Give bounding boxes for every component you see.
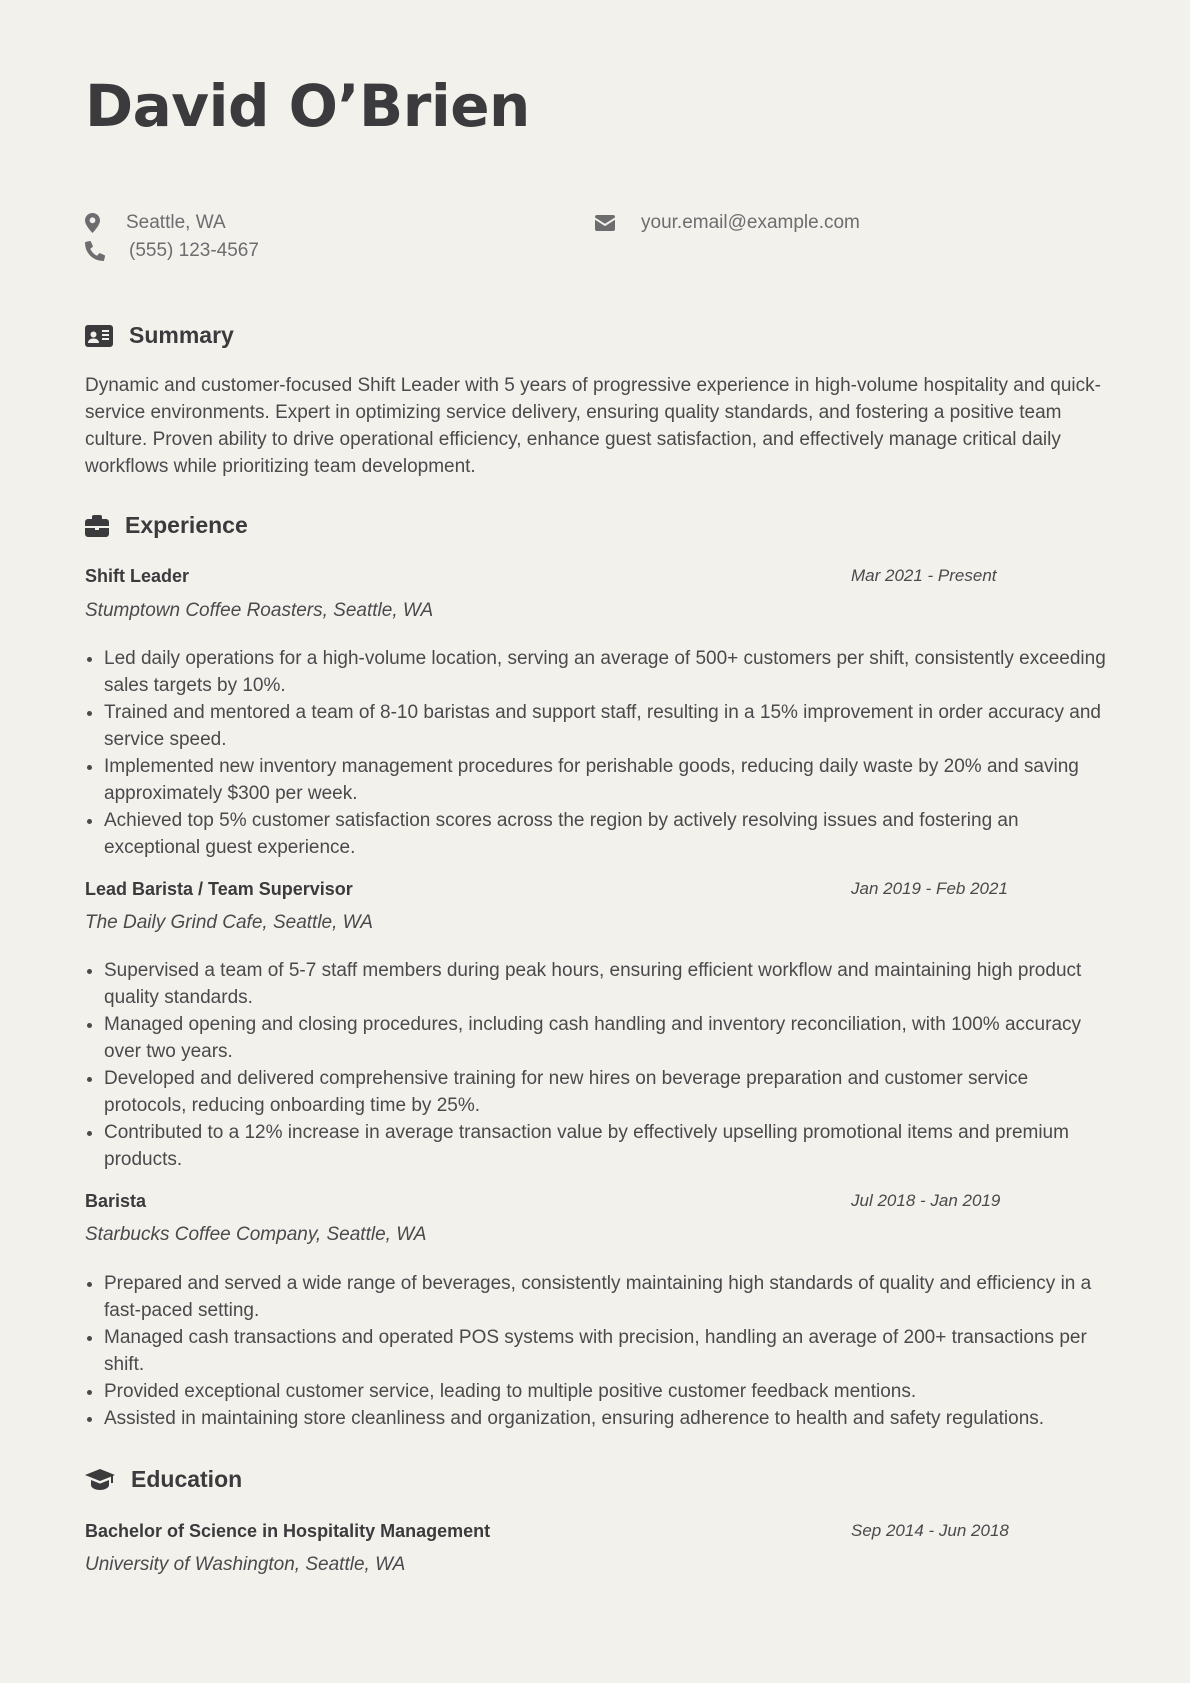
education-title: Education <box>131 1466 243 1492</box>
job-bullets <box>85 1270 1110 1432</box>
phone-text: (555) 123-4567 <box>129 240 259 261</box>
job-dates: Mar 2021 - Present <box>851 566 997 585</box>
school-name: University of Washington, Seattle, WA <box>85 1554 406 1575</box>
job-bullets <box>85 645 1110 861</box>
job-title: Lead Barista / Team Supervisor <box>85 879 353 899</box>
candidate-name: David O’Brien <box>85 72 530 140</box>
job-title: Barista <box>85 1191 147 1211</box>
job-dates: Jul 2018 - Jan 2019 <box>851 1191 1001 1210</box>
job-organization: Stumptown Coffee Roasters, Seattle, WA <box>85 600 434 621</box>
email-text: your.email@example.com <box>641 212 860 233</box>
summary-title: Summary <box>129 322 234 348</box>
job-bullets <box>85 957 1110 1173</box>
job-dates: Jan 2019 - Feb 2021 <box>851 879 1008 898</box>
contact-phone <box>85 240 259 262</box>
experience-heading <box>85 512 248 539</box>
phone-icon <box>85 241 105 261</box>
list-item: Trained and mentored a team of 8-10 baristas and support staff, resulting in a 15% improvement in order accuracy and service speed. <box>85 699 1110 753</box>
list-item: Achieved top 5% customer satisfaction scores across the region by actively resolving issues and fostering an exceptional guest experience. <box>85 807 1110 861</box>
list-item: Assisted in maintaining store cleanliness and organization, ensuring adherence to health and safety regulations. <box>85 1405 1110 1432</box>
education-heading <box>85 1466 242 1493</box>
job-title: Shift Leader <box>85 566 190 586</box>
contact-location <box>85 212 226 234</box>
experience-title: Experience <box>125 512 248 538</box>
map-marker-icon <box>85 213 100 233</box>
location-text: Seattle, WA <box>126 212 226 233</box>
summary-heading <box>85 322 234 349</box>
job-organization: The Daily Grind Cafe, Seattle, WA <box>85 912 373 933</box>
list-item: Developed and delivered comprehensive training for new hires on beverage preparation and customer service protocols, reducing onboarding time by 25%. <box>85 1065 1110 1119</box>
list-item: Provided exceptional customer service, leading to multiple positive customer feedback mentions. <box>85 1378 1110 1405</box>
degree-title: Bachelor of Science in Hospitality Management <box>85 1521 491 1541</box>
list-item: Led daily operations for a high-volume location, serving an average of 500+ customers per shift, consistently exceeding sales targets by 10%. <box>85 645 1110 699</box>
summary-text: Dynamic and customer-focused Shift Leader with 5 years of progressive experience in high-volume hospitality and quick-service environments. Expert in optimizing service delivery, ensuring quality standards, and fostering a positive team culture. Proven ability to drive operational efficiency, enhance guest satisfaction, and effectively manage critical daily workflows while prioritizing team development. <box>85 375 1101 477</box>
list-item: Contributed to a 12% increase in average transaction value by effectively upselling promotional items and premium products. <box>85 1119 1110 1173</box>
job-organization: Starbucks Coffee Company, Seattle, WA <box>85 1224 427 1245</box>
graduation-cap-icon <box>85 1469 115 1491</box>
list-item: Prepared and served a wide range of beverages, consistently maintaining high standards of quality and efficiency in a fast-paced setting. <box>85 1270 1110 1324</box>
contact-email <box>595 212 860 234</box>
list-item: Managed opening and closing procedures, including cash handling and inventory reconciliation, with 100% accuracy over two years. <box>85 1011 1110 1065</box>
list-item: Implemented new inventory management procedures for perishable goods, reducing daily waste by 20% and saving approximately $300 per week. <box>85 753 1110 807</box>
list-item: Supervised a team of 5-7 staff members during peak hours, ensuring efficient workflow and maintaining high product quality standards. <box>85 957 1110 1011</box>
education-dates: Sep 2014 - Jun 2018 <box>851 1521 1009 1540</box>
list-item: Managed cash transactions and operated POS systems with precision, handling an average of 200+ transactions per shift. <box>85 1324 1110 1378</box>
briefcase-icon <box>85 515 109 537</box>
id-card-icon <box>85 325 113 347</box>
envelope-icon <box>595 215 615 231</box>
